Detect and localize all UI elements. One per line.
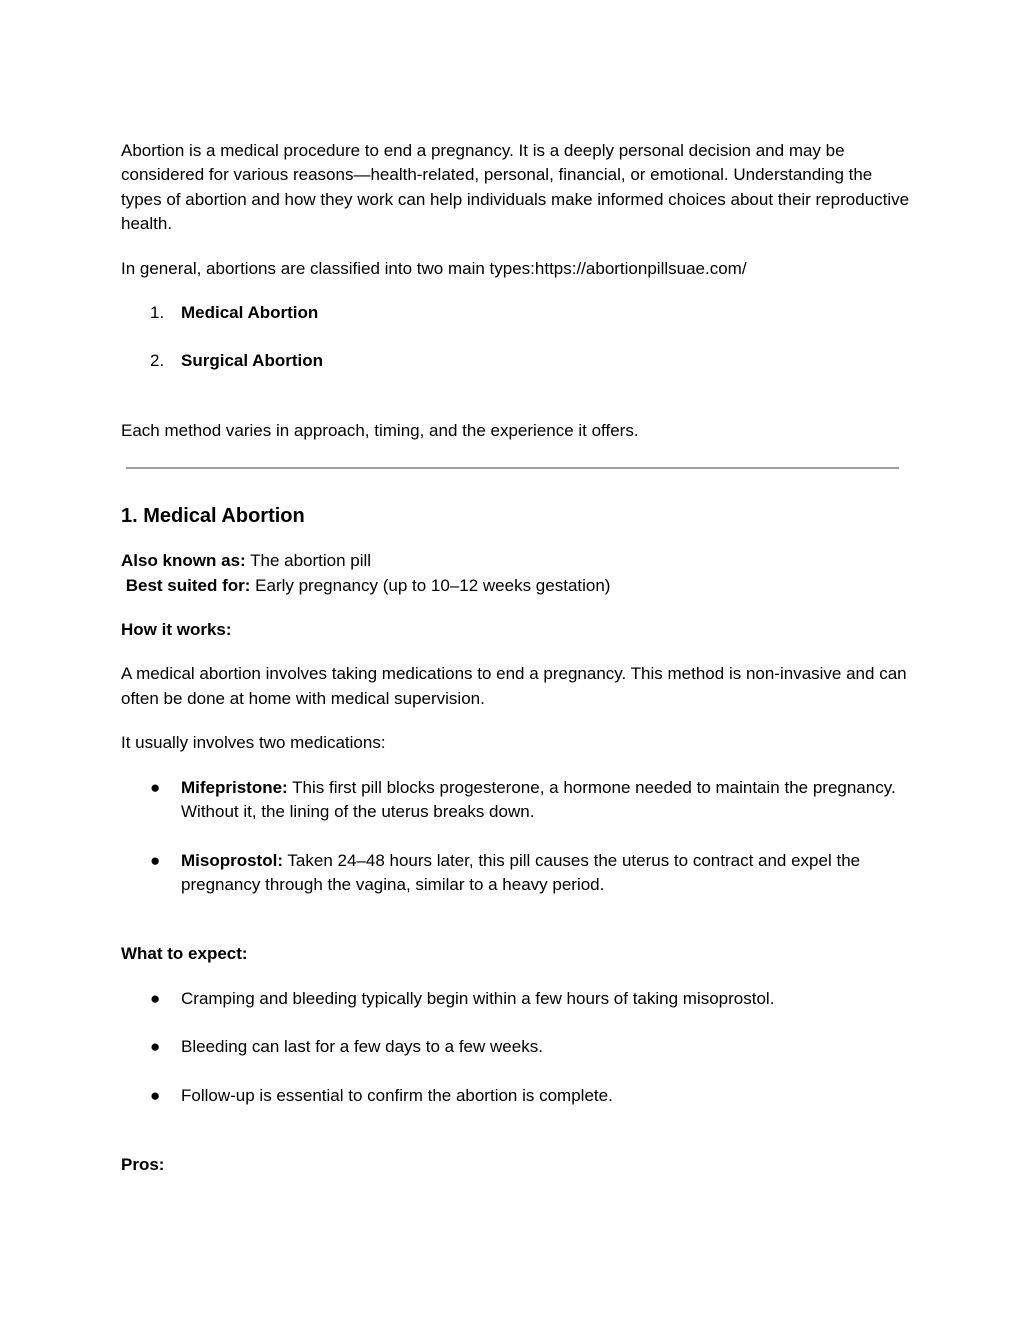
expect-item-text: Bleeding can last for a few days to a few weeks. — [181, 1037, 543, 1057]
medical-abortion-description: A medical abortion involves taking medications to end a pregnancy. This method is non-invasive and can often be done at home with medical supervision. — [121, 664, 907, 708]
bullet-icon: ● — [150, 988, 161, 1008]
list-item — [121, 776, 911, 825]
section-heading: 1. Medical Abortion — [121, 505, 305, 528]
medications-list — [121, 776, 911, 898]
medication-name: Mifepristone: — [181, 777, 288, 797]
bullet-icon: ● — [150, 1037, 161, 1057]
also-known-value: The abortion pill — [245, 551, 372, 571]
also-known-as-line — [121, 549, 911, 573]
medication-text: Taken 24–48 hours later, this pill causes the uterus to contract and expel the pregnancy through the vagina, similar to a heavy period. — [181, 850, 861, 894]
list-item — [121, 349, 911, 373]
intro-paragraph: Abortion is a medical procedure to end a pregnancy. It is a deeply personal decision and may be considered for various reasons—health-related, personal, financial, or emotional. Understanding the types of abortion and how they work can help individuals make informed choices about their reproductive health. — [121, 141, 910, 234]
abortion-types-list — [121, 301, 911, 374]
list-item — [121, 301, 911, 325]
list-item — [121, 1084, 911, 1108]
how-it-works-heading: How it works: — [121, 620, 232, 640]
horizontal-divider — [126, 467, 899, 469]
best-suited-value: Early pregnancy (up to 10–12 weeks gestation) — [250, 575, 611, 595]
bullet-icon: ● — [150, 1085, 161, 1105]
medication-text: This first pill blocks progesterone, a hormone needed to maintain the pregnancy. Without it, the lining of the uterus breaks down. — [181, 777, 896, 822]
pros-heading: Pros: — [121, 1154, 165, 1174]
expect-list — [121, 987, 911, 1108]
list-item — [121, 849, 911, 898]
classification-paragraph: In general, abortions are classified into two main types:https://abortionpillsuae.com/ — [121, 258, 747, 278]
two-medications-paragraph: It usually involves two medications: — [121, 733, 386, 753]
document-page — [121, 139, 911, 1177]
best-suited-line — [121, 574, 911, 598]
what-to-expect-heading: What to expect: — [121, 944, 248, 964]
list-item — [121, 1035, 911, 1059]
list-item — [121, 987, 911, 1011]
list-item-label: Medical Abortion — [181, 303, 319, 323]
list-number: 1. — [150, 303, 165, 323]
list-number: 2. — [150, 351, 165, 371]
medication-name: Misoprostol: — [181, 850, 283, 870]
expect-item-text: Follow-up is essential to confirm the abortion is complete. — [181, 1085, 613, 1105]
each-method-paragraph: Each method varies in approach, timing, and the experience it offers. — [121, 420, 639, 440]
bullet-icon: ● — [150, 777, 161, 797]
also-known-label: Also known as: — [121, 551, 246, 571]
best-suited-label: Best suited for: — [125, 575, 251, 595]
list-item-label: Surgical Abortion — [181, 351, 323, 371]
expect-item-text: Cramping and bleeding typically begin within a few hours of taking misoprostol. — [181, 988, 775, 1008]
bullet-icon: ● — [150, 850, 161, 870]
